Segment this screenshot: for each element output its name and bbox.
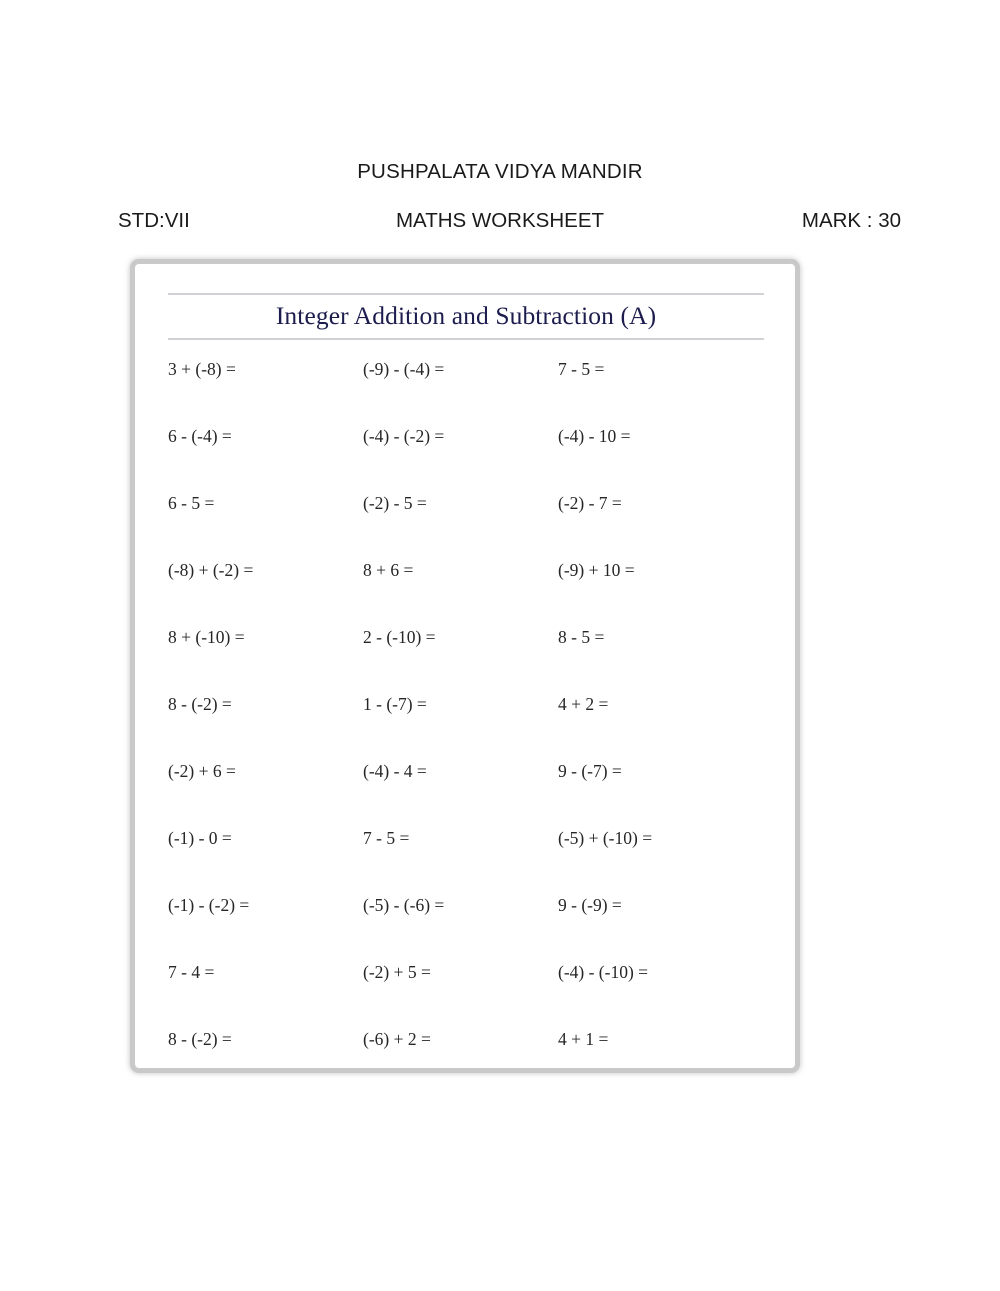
problem-item: (-4) - 10 = bbox=[558, 426, 631, 446]
worksheet-card-inner bbox=[135, 264, 795, 1068]
problem-item: (-8) + (-2) = bbox=[168, 560, 254, 580]
problem-item: 8 - (-2) = bbox=[168, 1029, 232, 1049]
problem-item: (-2) - 5 = bbox=[363, 493, 427, 513]
problem-item: (-5) - (-6) = bbox=[363, 895, 445, 915]
table-row bbox=[168, 830, 768, 897]
problem-item: 9 - (-7) = bbox=[558, 761, 622, 781]
problem-item: (-1) - 0 = bbox=[168, 828, 232, 848]
problem-item: 1 - (-7) = bbox=[363, 694, 427, 714]
problem-item: 3 + (-8) = bbox=[168, 359, 236, 379]
table-row bbox=[168, 897, 768, 964]
problem-item: 7 - 4 = bbox=[168, 962, 215, 982]
problem-item: 7 - 5 = bbox=[363, 828, 410, 848]
table-row bbox=[168, 964, 768, 1031]
problem-item: 4 + 1 = bbox=[558, 1029, 609, 1049]
problem-item: 8 - 5 = bbox=[558, 627, 605, 647]
problem-item: 8 + 6 = bbox=[363, 560, 414, 580]
table-row bbox=[168, 763, 768, 830]
problem-item: (-2) - 7 = bbox=[558, 493, 622, 513]
problem-item: 6 - 5 = bbox=[168, 493, 215, 513]
problem-item: 8 + (-10) = bbox=[168, 627, 245, 647]
problem-item: (-1) - (-2) = bbox=[168, 895, 250, 915]
problem-item: 7 - 5 = bbox=[558, 359, 605, 379]
table-row bbox=[168, 629, 768, 696]
marks-label: MARK : 30 bbox=[801, 209, 901, 232]
problem-item: (-2) + 5 = bbox=[363, 962, 431, 982]
problem-grid bbox=[168, 361, 768, 1098]
table-row bbox=[168, 361, 768, 428]
worksheet-title: Integer Addition and Subtraction (A) bbox=[275, 301, 657, 330]
problem-item: (-4) - 4 = bbox=[363, 761, 427, 781]
standard-label: STD:VII bbox=[118, 209, 190, 232]
problem-item: 9 - (-9) = bbox=[558, 895, 622, 915]
problem-item: (-5) + (-10) = bbox=[558, 828, 653, 848]
table-row bbox=[168, 1031, 768, 1098]
problem-item: 2 - (-10) = bbox=[363, 627, 436, 647]
problem-item: (-6) + 2 = bbox=[363, 1029, 431, 1049]
table-row bbox=[168, 562, 768, 629]
table-row bbox=[168, 428, 768, 495]
problem-item: (-4) - (-10) = bbox=[558, 962, 649, 982]
problem-item: (-9) - (-4) = bbox=[363, 359, 445, 379]
title-rule-bottom bbox=[168, 338, 764, 340]
problem-item: (-9) + 10 = bbox=[558, 560, 635, 580]
table-row bbox=[168, 495, 768, 562]
problem-item: 6 - (-4) = bbox=[168, 426, 232, 446]
table-row bbox=[168, 696, 768, 763]
problem-item: 4 + 2 = bbox=[558, 694, 609, 714]
problem-item: (-4) - (-2) = bbox=[363, 426, 445, 446]
problem-item: (-2) + 6 = bbox=[168, 761, 236, 781]
problem-item: 8 - (-2) = bbox=[168, 694, 232, 714]
worksheet-title-block bbox=[168, 293, 764, 340]
school-name: PUSHPALATA VIDYA MANDIR bbox=[357, 160, 643, 183]
worksheet-card bbox=[130, 259, 800, 1073]
header-info-row bbox=[0, 209, 1000, 237]
worksheet-type-label: MATHS WORKSHEET bbox=[395, 209, 605, 232]
